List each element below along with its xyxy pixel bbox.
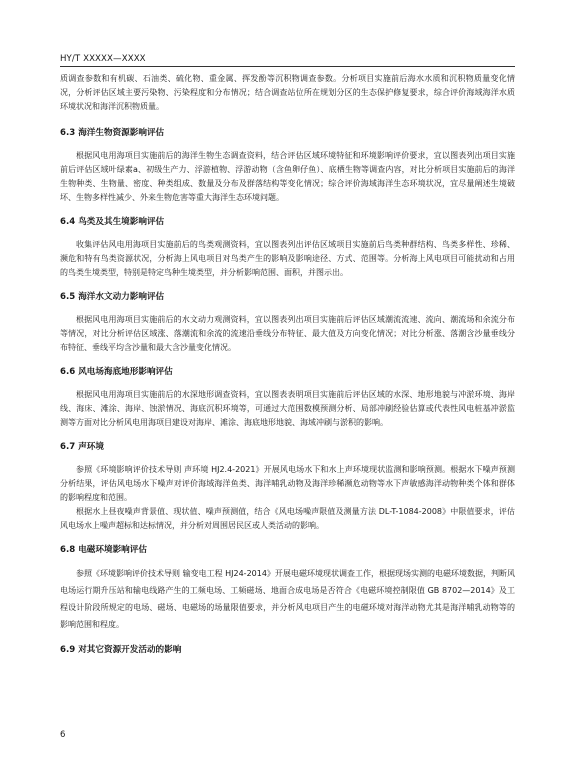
section-6-5 <box>60 290 515 355</box>
section-title: 6.6 风电场海底地形影响评估 <box>60 367 173 377</box>
section-title: 6.4 鸟类及其生境影响评估 <box>60 217 165 227</box>
section-title: 6.5 海洋水文动力影响评估 <box>60 292 165 302</box>
section-title: 6.9 对其它资源开发活动的影响 <box>60 645 182 655</box>
section-paragraph: 根据水上昼夜噪声背景值、现状值、噪声预测值，结合《风电场噪声限值及测量方法 DL-T-1084-2008》中限值要求，评估风电场水上噪声超标和达标情况，并分析对周围居民区或人类活动的影响。 <box>60 507 515 530</box>
section-6-6 <box>60 365 515 430</box>
section-title: 6.7 声环境 <box>60 442 104 452</box>
section-paragraph: 根据风电用海项目实施前后的水深地形调查资料，宜以图表表明项目实施前后评估区域的水深、地形地貌与冲淤环境、海岸线、海床、滩涂、海岸、蚀淤情况、海底沉积环境等，可通过大范围数模预测分析、局部冲刷经验估算或代表性风电桩基冲淤监测等方面对比分析风电用海项目建设对海岸、滩涂、海底地形地貌、海域冲刷与淤积的影响。 <box>60 390 515 427</box>
section-6-3 <box>60 126 515 205</box>
section-6-9 <box>60 643 515 657</box>
header-rule <box>60 66 515 67</box>
section-paragraph: 根据风电用海项目实施前后的海洋生物生态调查资料，结合评估区域环境特征和环境影响评价要求，宜以图表列出项目实施前后评估区域叶绿素a、初级生产力、浮游植物、浮游动物（含鱼卵仔鱼）、底栖生物等调查内容，对比分析项目实施前后的海洋生物种类、生物量、密度、种类组成、数量及分布及群落结构等变化情况；综合评价海域海洋生态环境状况，宜尽量阐述生境破坏、生物多样性减少、外来生物危害等重大海洋生态环境问题。 <box>60 151 515 202</box>
section-paragraph: 收集评估风电用海项目实施前后的鸟类观测资料，宜以图表列出评估区域项目实施前后鸟类种群结构、鸟类多样性、珍稀、濒危和特有鸟类资源状况，分析海上风电项目对鸟类产生的影响及影响途径、方式、范围等。分析海上风电项目可能扰动和占用的鸟类生境类型，特别是特定鸟种生境类型，并分析影响范围、面积，并图示出。 <box>60 240 515 277</box>
section-paragraph: 参照《环境影响评价技术导则 声环境 HJ2.4-2021》开展风电场水下和水上声环境现状监测和影响预测。根据水下噪声预测分析结果，评估风电场水下噪声对评价海域海洋鱼类、海洋哺乳动物及海洋珍稀濒危动物等水下声敏感海洋动物种类个体和群体的影响程度和范围。 <box>60 465 515 502</box>
section-6-7 <box>60 440 515 533</box>
section-6-8 <box>60 543 515 633</box>
section-paragraph: 根据风电用海项目实施前后的水文动力观测资料，宜以图表列出项目实施前后评估区域潮流流速、流向、潮流场和余流分布等情况，对比分析评估区域涨、落潮流和余流的流速沿垂线分布特征、最大值及方向变化情况；对比分析涨、落潮含沙量垂线分布特征、垂线平均含沙量和最大含沙量变化情况。 <box>60 315 515 352</box>
page-number: 6 <box>60 730 66 740</box>
section-6-4 <box>60 215 515 280</box>
page-body <box>60 72 515 657</box>
intro-paragraph: 质调查参数和有机碳、石油类、硫化物、重金属、挥发酚等沉积物调查参数。分析项目实施前后海水水质和沉积物质量变化情况，分析评估区域主要污染物、污染程度和分布情况；结合调查站位所在规划分区的生态保护修复要求，综合评价海域海洋水质环境状况和海洋沉积物质量。 <box>60 74 515 111</box>
section-title: 6.3 海洋生物资源影响评估 <box>60 128 165 138</box>
standard-code-header: HY/T XXXXX—XXXX <box>60 54 146 64</box>
section-paragraph: 参照《环境影响评价技术导则 输变电工程 HJ24-2014》开展电磁环境现状调查工作，根据现场实测的电磁环境数据，判断风电场运行期升压站和输电线路产生的工频电场、工频磁场、地面合成电场是否符合《电磁环境控制限值 GB 8702—2014》及工程设计阶段所规定的电场、磁场、电磁场的场量限值要求，并分析风电项目产生的电磁环境对海洋动物尤其是海洋哺乳动物等的影响范围和程度。 <box>60 569 515 629</box>
section-title: 6.8 电磁环境影响评估 <box>60 545 147 555</box>
